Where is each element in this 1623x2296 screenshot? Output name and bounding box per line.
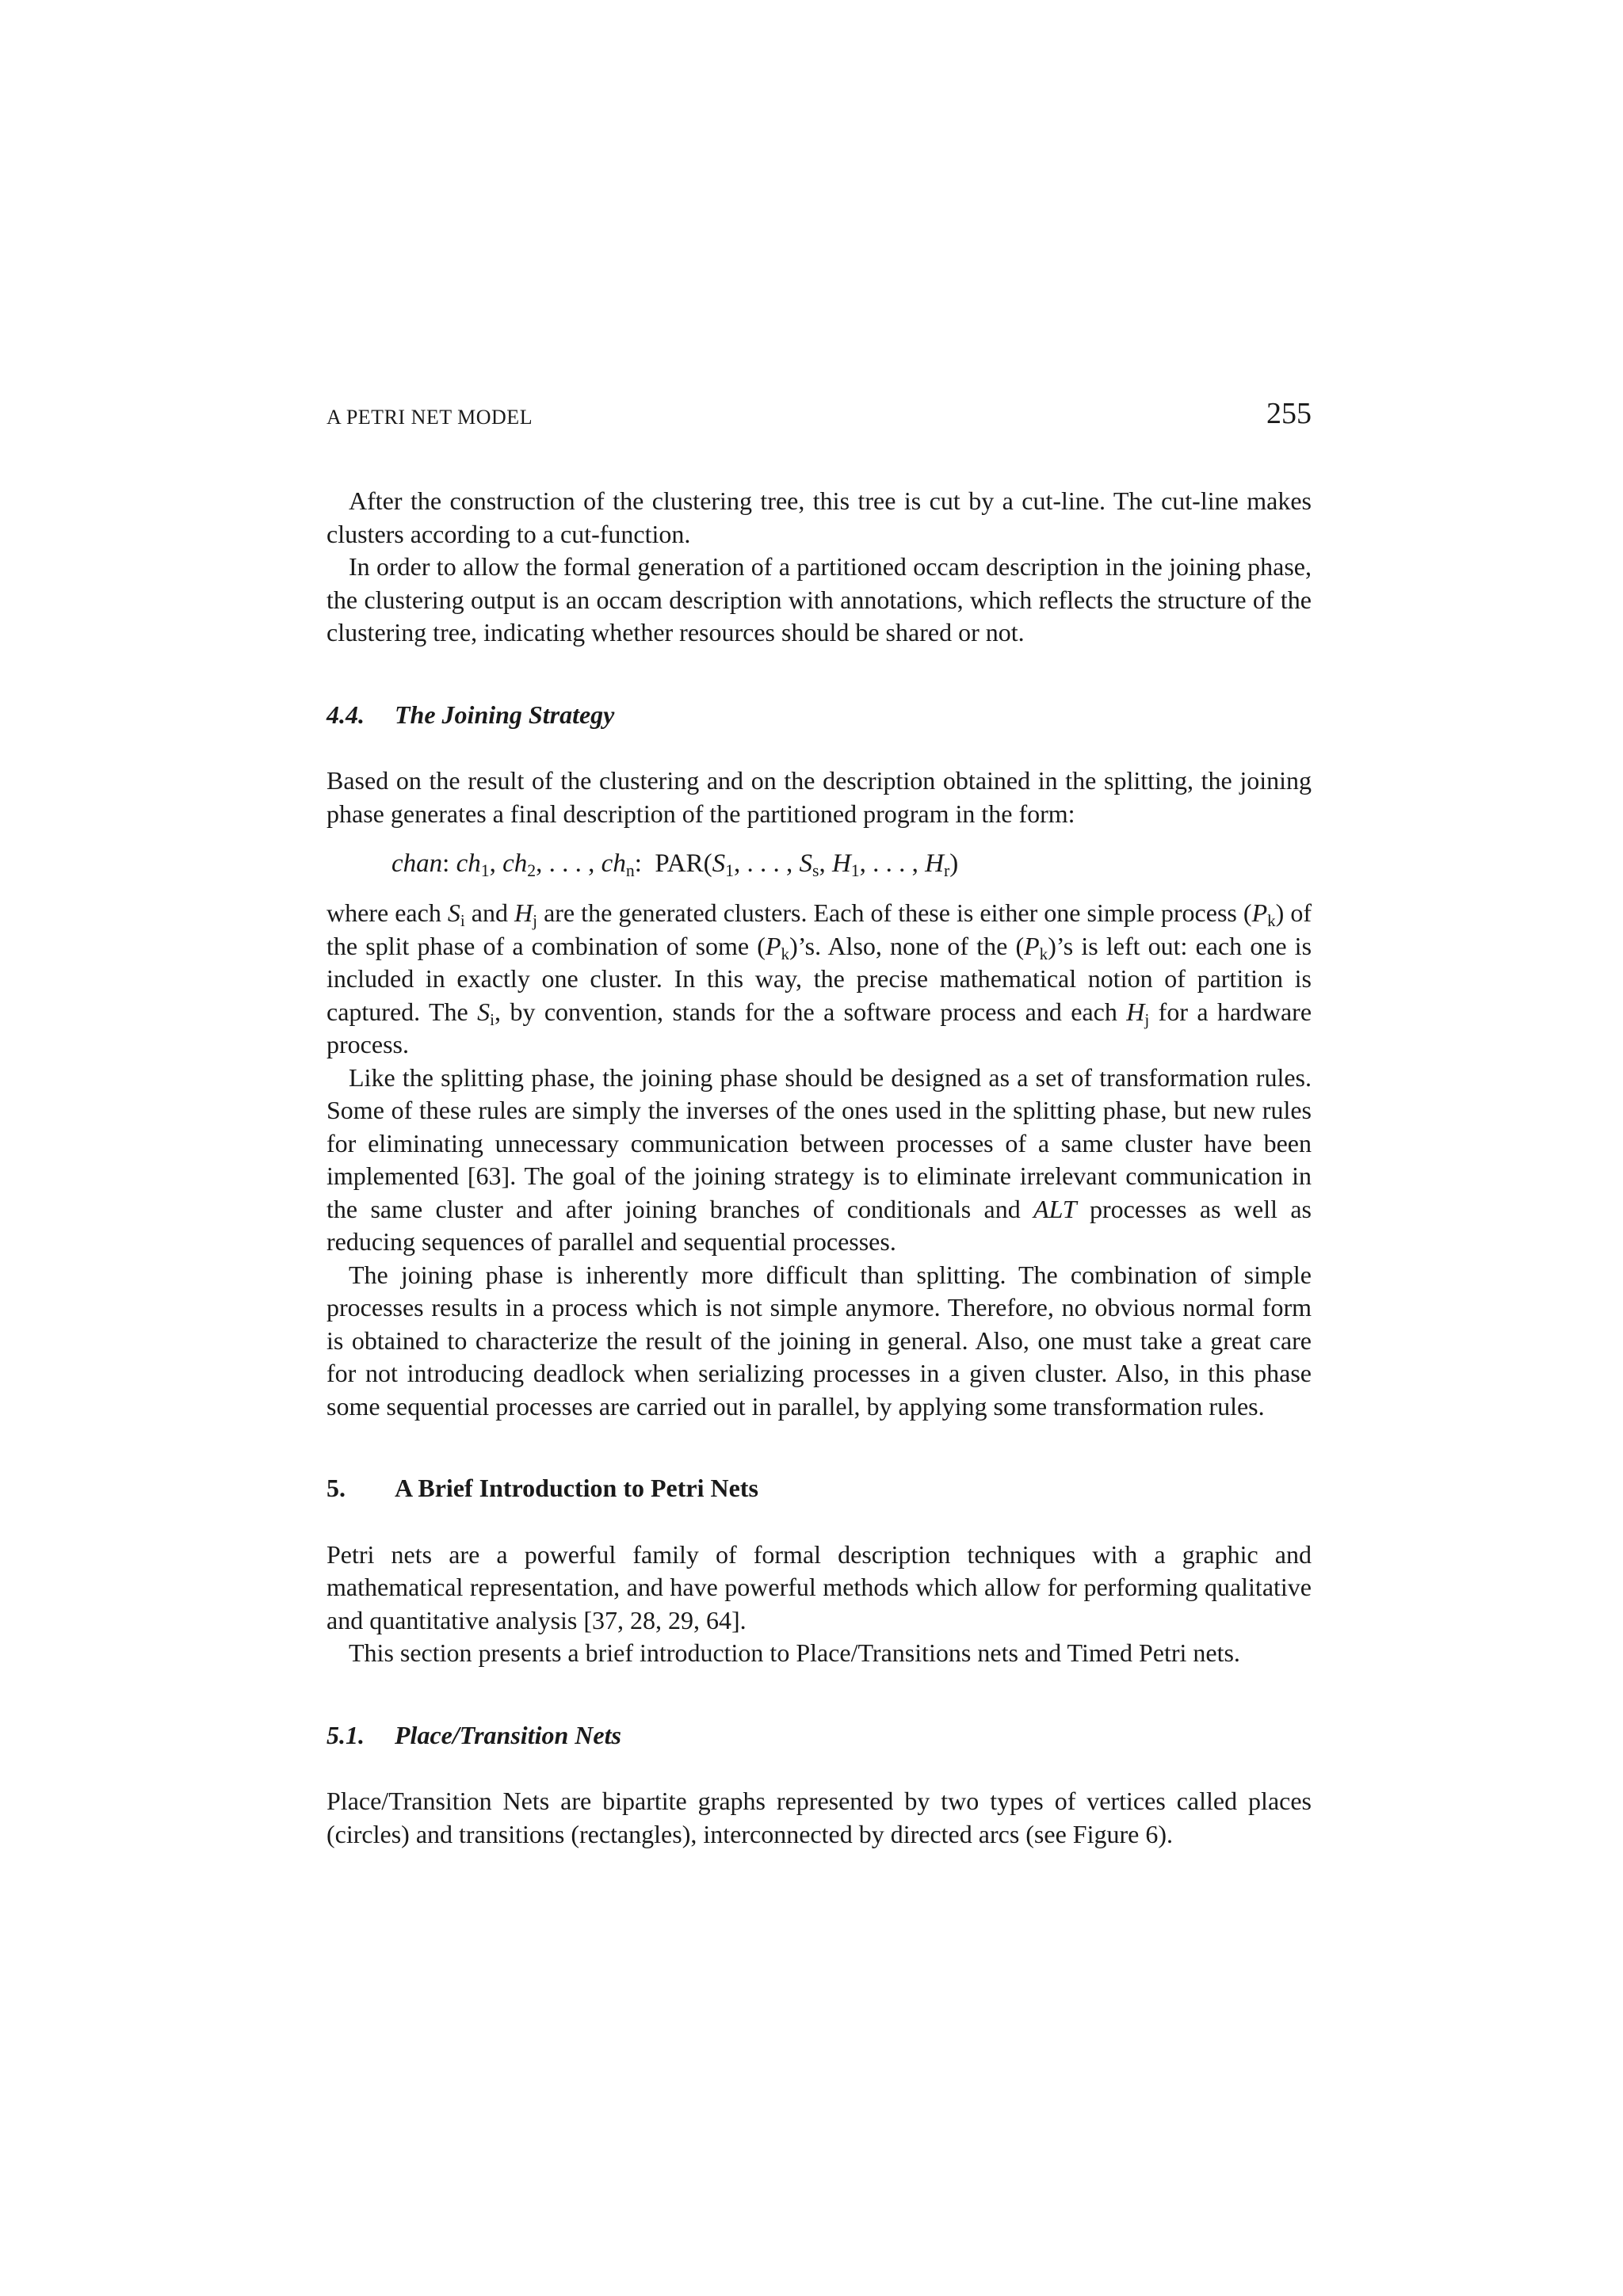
formula-ch2: ch <box>502 849 528 878</box>
section-5-1-paragraph-1: Place/Transition Nets are bipartite graphs represented by two types of vertices called places (circles) and transitions (rectangles), interconnected by directed arcs (see Figure 6). <box>327 1787 1312 1848</box>
text-run: ) of the split phase of a combination of some ( <box>327 898 1312 960</box>
math-sub: i <box>490 1009 495 1029</box>
math-sub: k <box>781 944 790 963</box>
section-4-4-paragraph-1: Based on the result of the clustering and on the description obtained in the splitting, the joining phase generates a final description of the partitioned program in the form: <box>327 766 1312 828</box>
section-4-4-paragraph-2 <box>327 897 1312 1062</box>
formula-par: PAR <box>655 849 704 878</box>
section-number: 4.4. <box>327 700 365 729</box>
math-var: P <box>765 931 781 960</box>
intro-paragraph-2: In order to allow the formal generation of a partitioned occam description in the joining phase, the clustering output is an occam description with annotations, which reflects the structure of the clustering tree, indicating whether resources should be shared or not. <box>327 552 1312 646</box>
running-header <box>327 396 1312 444</box>
text-run: are the generated clusters. Each of these is either one simple process ( <box>537 898 1252 927</box>
math-sub: k <box>1039 944 1048 963</box>
partition-formula: chan: $ch_1$, $ch_2$, . . . , $ch_n$: $PAR(S_1$, . . . , $S_s$, $H_1$, . . . , $H_r$) <box>391 849 959 881</box>
section-number: 5.1. <box>327 1720 365 1749</box>
text-run: processes as well as reducing sequences of parallel and sequential processes. <box>327 1194 1312 1256</box>
section-number: 5. <box>327 1474 346 1502</box>
section-title: Place/Transition Nets <box>395 1720 621 1749</box>
section-5-1-heading <box>327 1719 1312 1753</box>
formula-s1-sub: 1 <box>725 861 734 881</box>
page-number: 255 <box>1266 397 1312 430</box>
formula-ellipsis-2: . . . , <box>747 849 793 878</box>
math-var: S <box>477 997 491 1026</box>
formula-ch1: ch <box>456 849 481 878</box>
section-title: The Joining Strategy <box>395 700 615 729</box>
formula-h1-sub: 1 <box>850 861 860 881</box>
section-4-4-paragraph-3 <box>327 1062 1312 1259</box>
alt-keyword: ALT <box>1033 1194 1077 1223</box>
formula-hr: H <box>925 849 945 878</box>
text-run: , by convention, stands for the a software process and each <box>495 997 1127 1026</box>
running-title: A PETRI NET MODEL <box>327 406 533 429</box>
body-text <box>327 485 1312 1851</box>
formula-ch1-sub: 1 <box>480 861 490 881</box>
text-run: )’s is left out: each one is included in exactly one cluster. In this way, the precise mathematical notion of partition is captured. The <box>327 931 1312 1026</box>
formula-ch2-sub: 2 <box>527 861 537 881</box>
math-var: P <box>1024 931 1040 960</box>
text-run: where each <box>327 898 448 927</box>
formula-chan: chan <box>391 849 443 878</box>
text-run: )’s. Also, none of the ( <box>789 931 1025 960</box>
formula-chn-sub: n <box>625 861 635 881</box>
formula-ss-sub: s <box>812 861 819 881</box>
math-sub: j <box>1144 1009 1150 1029</box>
math-var: S <box>447 898 460 927</box>
formula-s1: S <box>712 849 726 878</box>
math-sub: k <box>1267 910 1276 930</box>
formula-h1: H <box>831 849 851 878</box>
math-sub: i <box>460 910 465 930</box>
formula-ellipsis-3: . . . , <box>873 849 918 878</box>
math-sub: j <box>533 910 538 930</box>
section-4-4-heading <box>327 699 1312 732</box>
formula-ss: S <box>799 849 812 878</box>
math-var: H <box>514 898 533 927</box>
formula-chn: ch <box>601 849 626 878</box>
paper-page <box>327 396 1312 1851</box>
text-run: and <box>464 898 515 927</box>
math-var: P <box>1251 898 1268 927</box>
formula-hr-sub: r <box>944 861 950 881</box>
text-run: Like the splitting phase, the joining phase should be designed as a set of transformation rules. Some of these rules are simply the inverses of the ones used in the splitting phase, but new rules for eliminating unnecessary communication between processes of a same cluster have been implemented [63]. The goal of the joining strategy is to eliminate irrelevant communication in the same cluster and after joining branches of conditionals and <box>327 1062 1312 1223</box>
section-title: A Brief Introduction to Petri Nets <box>395 1474 758 1502</box>
section-5-paragraph-2: This section presents a brief introduction to Place/Transitions nets and Timed Petri nets. <box>349 1638 1240 1667</box>
section-5-heading <box>327 1472 1312 1505</box>
formula-ellipsis-1: . . . , <box>548 849 595 878</box>
math-var: H <box>1126 997 1145 1026</box>
section-4-4-paragraph-4: The joining phase is inherently more difficult than splitting. The combination of simple processes results in a process which is not simple anymore. Therefore, no obvious normal form is obtained to characterize the result of the joining in general. Also, one must take a great care for not introducing deadlock when serializing processes in a given cluster. Also, in this phase some sequential processes are carried out in parallel, by applying some transformation rules. <box>327 1260 1312 1421</box>
section-5-paragraph-1: Petri nets are a powerful family of formal description techniques with a graphic and mathematical representation, and have powerful methods which allow for performing qualitative and quantitative analysis [37, 28, 29, 64]. <box>327 1539 1312 1634</box>
text-run: for a hardware process. <box>327 997 1312 1058</box>
intro-paragraph-1: After the construction of the clustering tree, this tree is cut by a cut-line. The cut-line makes clusters according to a cut-function. <box>327 486 1312 548</box>
